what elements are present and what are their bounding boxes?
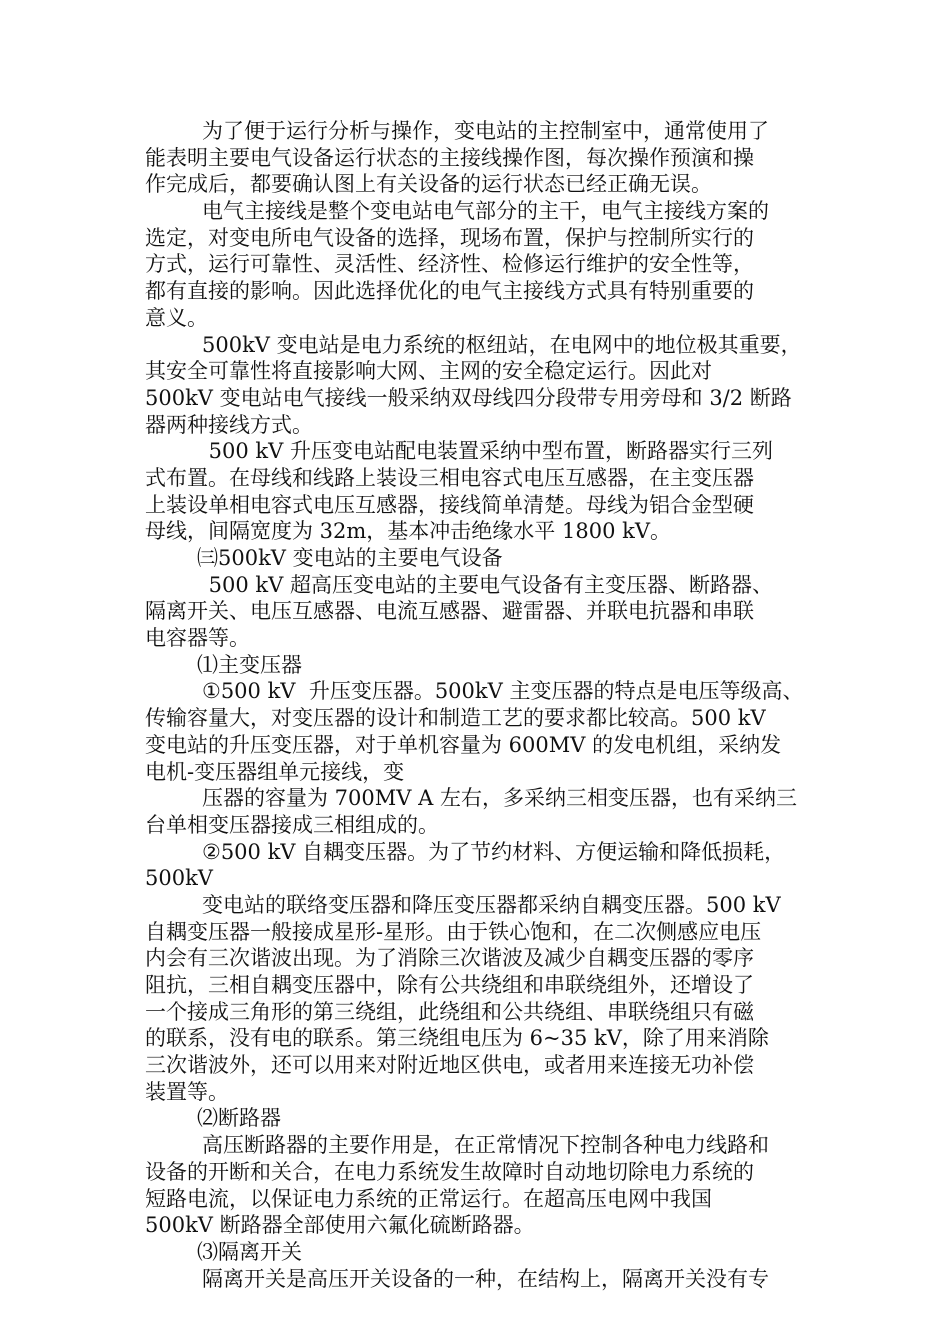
text-line: 母线，间隔宽度为 32m，基本冲击绝缘水平 1800 kV。 [145,519,671,544]
text-line: 压器的容量为 700MV A 左右，多采纳三相变压器，也有采纳三 [202,786,797,811]
text-line: 变电站的联络变压器和降压变压器都采纳自耦变压器。500 kV [202,892,781,917]
text-line: 都有直接的影响。因此选择优化的电气主接线方式具有特别重要的 [145,279,754,304]
section-heading: ⑴主变压器 [197,652,302,677]
text-line: 意义。 [145,305,208,330]
text-line: 电机-变压器组单元接线，变 [145,759,405,784]
text-line: 500 kV 超高压变电站的主要电气设备有主变压器、断路器、 [202,572,773,597]
text-line: 500kV 变电站是电力系统的枢纽站，在电网中的地位极其重要， [202,332,802,357]
text-line: 作完成后，都要确认图上有关设备的运行状态已经正确无误。 [145,172,712,197]
text-line: 500kV 断路器全部使用六氟化硫断路器。 [145,1213,535,1238]
text-line: 装置等。 [145,1079,229,1104]
text-line: 上装设单相电容式电压互感器，接线简单清楚。母线为铝合金型硬 [145,492,754,517]
text-line: 500 kV 升压变电站配电装置采纳中型布置，断路器实行三列 [202,439,773,464]
text-line: 选定，对变电所电气设备的选择，现场布置，保护与控制所实行的 [145,225,754,250]
text-line: 能表明主要电气设备运行状态的主接线操作图，每次操作预演和操 [145,145,754,170]
text-line: 一个接成三角形的第三绕组，此绕组和公共绕组、串联绕组只有磁 [145,999,754,1024]
text-line: 设备的开断和关合，在电力系统发生故障时自动地切除电力系统的 [145,1159,754,1184]
text-line: 的联系，没有电的联系。第三绕组电压为 6~35 kV，除了用来消除 [145,1026,769,1051]
text-line: 器两种接线方式。 [145,412,313,437]
text-line: 电气主接线是整个变电站电气部分的主干，电气主接线方案的 [202,199,769,224]
text-line: 500kV [145,866,213,891]
text-line: 阻抗，三相自耦变压器中，除有公共绕组和串联绕组外，还增设了 [145,973,754,997]
text-line: 其安全可靠性将直接影响大网、主网的安全稳定运行。因此对 [145,359,712,384]
text-line: 三次谐波外，还可以用来对附近地区供电，或者用来连接无功补偿 [145,1053,754,1078]
text-line: 500kV 变电站电气接线一般采纳双母线四分段带专用旁母和 3/2 断路 [145,385,792,410]
text-line: 隔离开关是高压开关设备的一种，在结构上，隔离开关没有专 [202,1266,769,1291]
text-line: 电容器等。 [145,626,250,651]
text-line: 短路电流，以保证电力系统的正常运行。在超高压电网中我国 [145,1186,712,1211]
text-line: 式布置。在母线和线路上装设三相电容式电压互感器，在主变压器 [145,465,754,490]
section-heading: ⑵断路器 [197,1106,281,1131]
text-line: 高压断路器的主要作用是，在正常情况下控制各种电力线路和 [202,1133,769,1158]
document-body [145,118,813,1292]
section-heading: ⑶隔离开关 [197,1239,302,1264]
text-line: 隔离开关、电压互感器、电流互感器、避雷器、并联电抗器和串联 [145,599,754,624]
text-line: ②500 kV 自耦变压器。为了节约材料、方便运输和降低损耗， [202,839,786,864]
text-line: 传输容量大，对变压器的设计和制造工艺的要求都比较高。500 kV [145,706,766,731]
text-line: 变电站的升压变压器，对于单机容量为 600MV 的发电机组，采纳发 [145,732,782,757]
text-line: 自耦变压器一般接成星形-星形。由于铁心饱和，在二次侧感应电压 [145,919,762,944]
text-line: 方式，运行可靠性、灵活性、经济性、检修运行维护的安全性等， [145,252,754,277]
text-line: 台单相变压器接成三相组成的。 [145,812,439,837]
text-line: 内会有三次谐波出现。为了消除三次谐波及减少自耦变压器的零序 [145,946,754,971]
text-line: 为了便于运行分析与操作，变电站的主控制室中，通常使用了 [202,119,769,143]
section-heading: ㈢500kV 变电站的主要电气设备 [197,546,503,570]
text-line: ①500 kV 升压变压器。500kV 主变压器的特点是电压等级高、 [202,679,804,704]
